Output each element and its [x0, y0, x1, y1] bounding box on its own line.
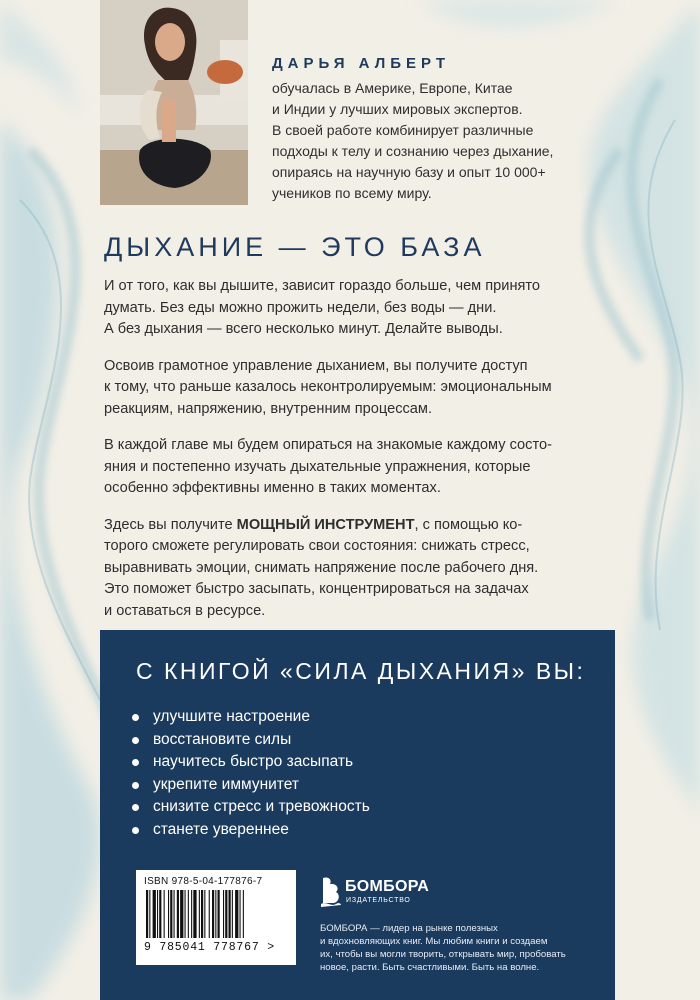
section-headline: ДЫХАНИЕ — ЭТО БАЗА [104, 232, 486, 262]
text-line: В каждой главе мы будем опираться на знакомые каждому состо- [104, 437, 552, 453]
text-line: думать. Без еды можно прожить недели, без воды — дни. [104, 299, 497, 316]
text-line: А без дыхания — всего несколько минут. Делайте выводы. [104, 321, 503, 337]
text-line [104, 515, 624, 537]
publisher-subtitle: ИЗДАТЕЛЬСТВО [346, 897, 411, 904]
text-line: торого сможете регулировать свои состояния: снижать стресс, [104, 538, 530, 554]
benefit-item: станете увереннее [130, 819, 370, 842]
text-line: к тому, что раньше казалось неконтролируемым: эмоциональным [104, 379, 552, 395]
author-name: ДАРЬЯ АЛБЕРТ [272, 55, 450, 72]
author-bio-line: и Индии у лучших мировых экспертов. [272, 101, 523, 117]
publisher-logo [320, 874, 440, 914]
benefit-item: восстановите силы [130, 729, 370, 752]
benefit-item: снизите стресс и тревожность [130, 796, 370, 819]
text-line: Освоив грамотное управление дыханием, вы получите доступ [104, 357, 528, 374]
barcode-digits: 9 785041 778767 > [144, 941, 275, 954]
paragraph-1 [104, 276, 624, 341]
paragraph-3 [104, 435, 624, 500]
text-line: БОМБОРА — лидер на рынке полезных [320, 923, 498, 934]
author-bio-line: В своей работе комбинирует различные [272, 122, 534, 138]
text-line: их, чтобы вы могли творить, открывать мир, пробовать [320, 949, 566, 960]
paragraph-4 [104, 515, 624, 623]
benefit-item: укрепите иммунитет [130, 774, 370, 797]
author-photo-illustration [100, 0, 248, 205]
text-line: выравнивать эмоции, снимать напряжение после рабочего дня. [104, 559, 539, 576]
benefits-list [130, 706, 370, 842]
text-line: яния и постепенно изучать дыхательные упражнения, которые [104, 458, 531, 475]
text-line: и вдохновляющих книг. Мы любим книги и создаем [320, 936, 548, 947]
isbn-label: ISBN 978-5-04-177876-7 [144, 876, 263, 887]
benefits-panel [100, 630, 615, 1000]
author-bio [272, 78, 602, 204]
author-bio-line: подходы к телу и сознанию через дыхание, [272, 143, 554, 159]
text-line: и оставаться в ресурсе. [104, 602, 266, 619]
author-bio-line: учеников по всему миру. [272, 185, 432, 201]
barcode-box [136, 870, 296, 965]
body-text [104, 276, 624, 637]
publisher-description [320, 922, 590, 974]
author-bio-line: обучалась в Америке, Европе, Китае [272, 80, 513, 96]
text-line: Это поможет быстро засыпать, концентрироваться на задачах [104, 581, 529, 597]
text-fragment: Здесь вы получите [104, 516, 237, 533]
publisher-name: БОМБОРА [345, 878, 430, 895]
text-line: особенно эффективны именно в таких моментах. [104, 480, 441, 496]
benefit-item: научитесь быстро засыпать [130, 751, 370, 774]
text-line: реакциям, напряжению, внутренним процессам. [104, 400, 432, 417]
author-photo [100, 0, 248, 205]
text-line: И от того, как вы дышите, зависит гораздо больше, чем принято [104, 278, 541, 294]
author-bio-line: опираясь на научную базу и опыт 10 000+ [272, 164, 546, 180]
benefit-item: улучшите настроение [130, 706, 370, 729]
barcode-icon [144, 890, 288, 940]
wave-logo-icon [320, 874, 342, 908]
panel-title: С КНИГОЙ «СИЛА ДЫХАНИЯ» ВЫ: [136, 658, 586, 684]
emphasis-text: МОЩНЫЙ ИНСТРУМЕНТ [236, 516, 415, 533]
text-line: новое, расти. Быть счастливыми. Быть на волне. [320, 962, 540, 973]
author-block [272, 55, 602, 204]
text-fragment: , с помощью ко- [414, 516, 523, 533]
paragraph-2 [104, 356, 624, 421]
